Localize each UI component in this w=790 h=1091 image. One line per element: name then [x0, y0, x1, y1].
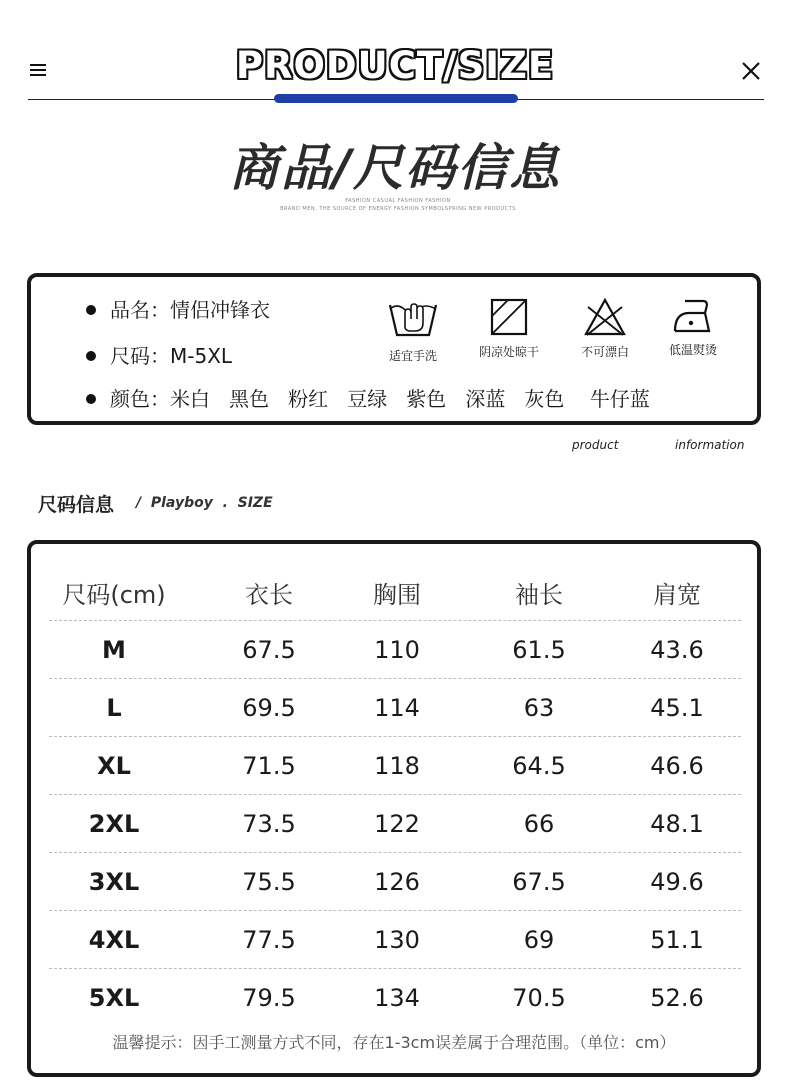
size-cell: 3XL: [88, 867, 140, 896]
product-colors-row: [86, 383, 650, 412]
size-cell: 5XL: [88, 984, 140, 1012]
section-heading: 商品/尺码信息: [228, 139, 562, 197]
chest-cell: 114: [374, 693, 420, 722]
header-chest: 胸围: [373, 580, 421, 609]
table-row: [49, 679, 741, 737]
sleeve-cell: 70.5: [512, 984, 566, 1012]
size-cell: XL: [97, 751, 131, 780]
tagline-line-1: FASHION CASUAL FASHION FASHION: [345, 198, 451, 204]
size-section-title: 尺码信息: [38, 494, 115, 516]
care-item-hand-wash: [363, 297, 463, 364]
chest-cell: 110: [374, 635, 420, 664]
care-item-low-iron: [643, 297, 743, 358]
chest-cell: 134: [374, 984, 420, 1012]
care-label: 阴凉处晾干: [478, 345, 539, 359]
length-cell: 71.5: [242, 751, 296, 780]
bullet-icon: [86, 305, 96, 315]
chest-cell: 118: [374, 751, 420, 780]
chest-cell: 126: [374, 867, 420, 896]
sleeve-cell: 64.5: [512, 751, 566, 780]
chest-cell: 130: [374, 925, 420, 954]
product-name-row: [86, 294, 270, 323]
size-chart-card: [27, 540, 761, 1077]
product-size-row: [86, 340, 232, 369]
sleeve-cell: 69: [523, 925, 555, 954]
sleeve-cell: 67.5: [512, 867, 566, 896]
sleeve-cell: 61.5: [512, 635, 566, 664]
care-label: 低温熨烫: [668, 343, 717, 357]
care-label: 适宜手洗: [388, 349, 437, 363]
length-cell: 67.5: [242, 635, 296, 664]
table-row: [49, 795, 741, 853]
shoulder-cell: 49.6: [650, 867, 704, 896]
page-title: PRODUCT/SIZE: [235, 44, 555, 87]
length-cell: 79.5: [242, 984, 296, 1012]
hand-wash-icon: [387, 297, 439, 341]
caption-information: information: [675, 438, 745, 452]
tagline-line-2: BRAND MEN, THE SOURCE OF ENERGY FASHION SYMBOLSPRING NEW PRODUCTS: [280, 206, 516, 212]
size-section-subtitle: / Playboy . SIZE: [136, 495, 273, 511]
table-row: [49, 737, 741, 795]
shoulder-cell: 48.1: [650, 809, 704, 838]
product-size-range: 尺码：M-5XL: [110, 344, 233, 368]
caption-product: product: [572, 438, 619, 452]
chest-cell: 122: [374, 809, 420, 838]
product-info-card: [27, 273, 761, 425]
table-row: [49, 911, 741, 969]
size-table: [49, 564, 741, 1027]
care-item-shade-dry: [459, 297, 559, 360]
length-cell: 75.5: [242, 867, 296, 896]
length-cell: 73.5: [242, 809, 296, 838]
header-sleeve: 袖长: [515, 580, 563, 609]
shoulder-cell: 46.6: [650, 751, 704, 780]
low-iron-icon: [671, 297, 715, 335]
shoulder-cell: 45.1: [650, 693, 704, 722]
care-label: 不可漂白: [580, 345, 629, 359]
no-bleach-icon: [583, 297, 627, 337]
table-header-row: [49, 564, 741, 621]
measurement-note: 温馨提示：因手工测量方式不同，存在1-3cm误差属于合理范围。（单位：cm）: [112, 1033, 676, 1052]
sleeve-cell: 63: [523, 693, 555, 722]
length-cell: 77.5: [242, 925, 296, 954]
size-cell: 4XL: [88, 925, 140, 954]
bullet-icon: [86, 351, 96, 361]
size-cell: 2XL: [88, 809, 140, 838]
size-cell: M: [102, 635, 126, 664]
length-cell: 69.5: [242, 693, 296, 722]
table-row: [49, 969, 741, 1027]
table-row: [49, 853, 741, 911]
accent-bar: [274, 94, 518, 103]
product-name: 品名：情侣冲锋衣: [110, 298, 270, 322]
header-length: 衣长: [245, 580, 293, 609]
size-cell: L: [106, 693, 122, 722]
sleeve-cell: 66: [523, 809, 555, 838]
shoulder-cell: 52.6: [650, 984, 704, 1012]
product-colors: 颜色：米白 黑色 粉红 豆绿 紫色 深蓝 灰色 牛仔蓝: [110, 387, 650, 411]
header-size: 尺码(cm): [62, 580, 166, 609]
shade-dry-icon: [489, 297, 529, 337]
care-item-no-bleach: [555, 297, 655, 360]
shoulder-cell: 43.6: [650, 635, 704, 664]
header-shoulder: 肩宽: [653, 580, 701, 609]
shoulder-cell: 51.1: [650, 925, 704, 954]
bullet-icon: [86, 394, 96, 404]
table-row: [49, 621, 741, 679]
